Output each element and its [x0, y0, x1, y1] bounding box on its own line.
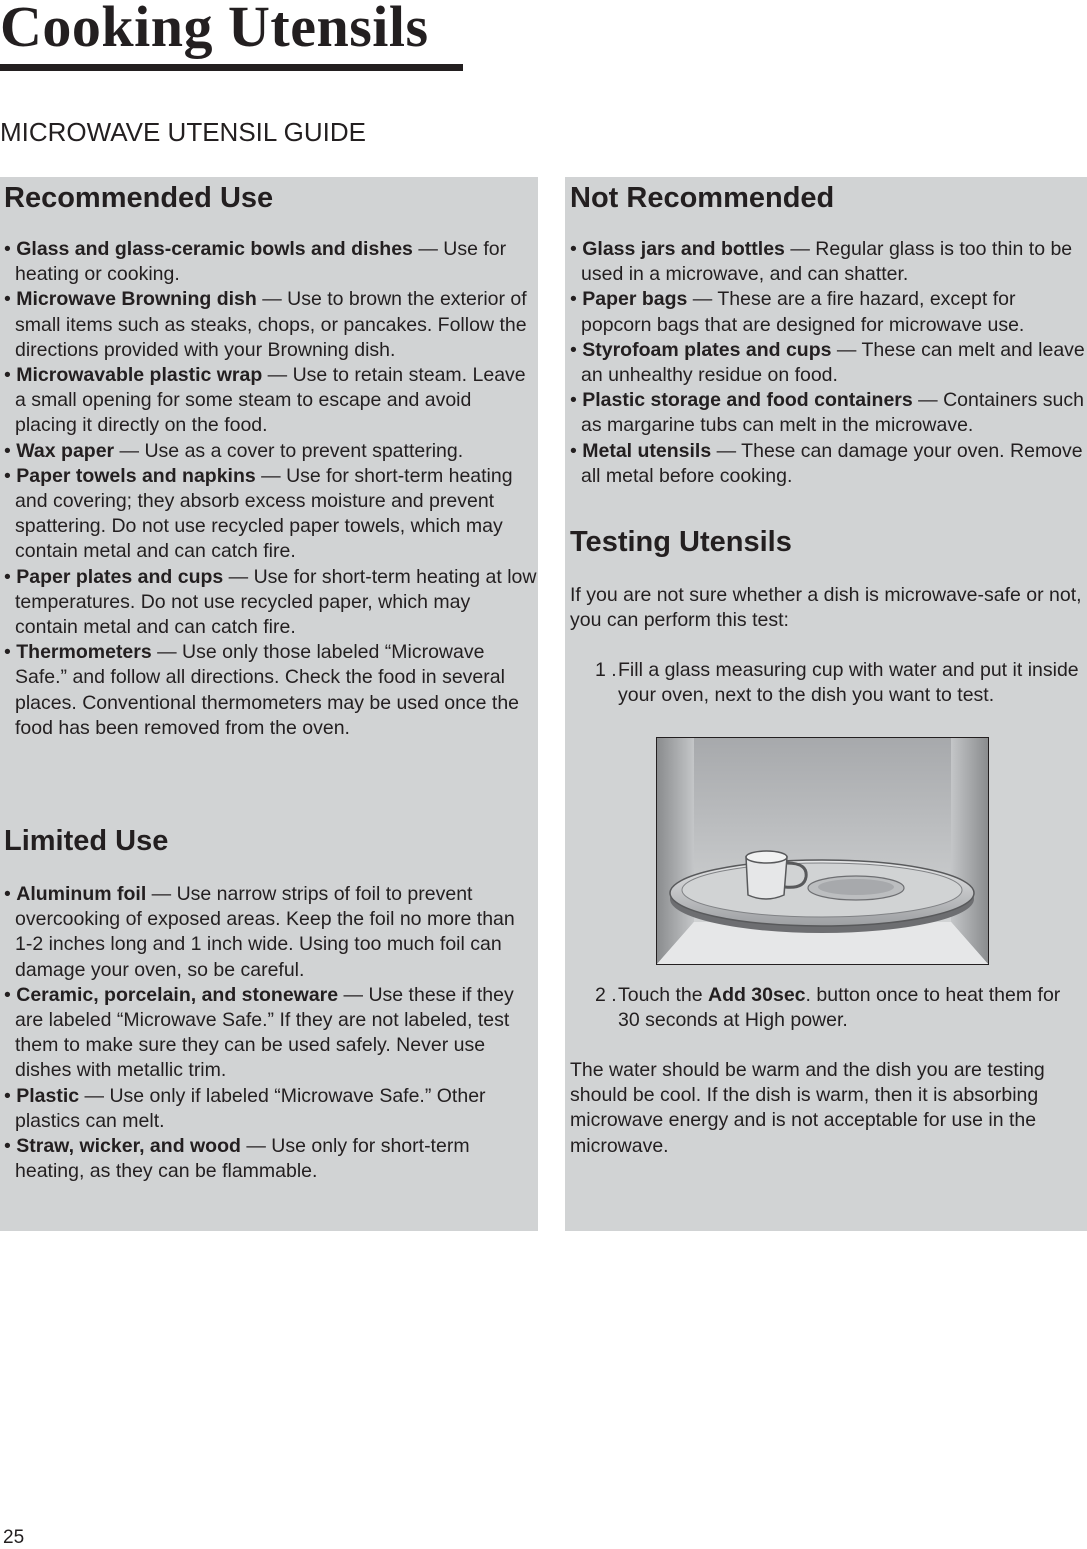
list-item: • Thermometers — Use only those labeled “Microwave Safe.” and follow all directions. Check the food in several places. Conventional thermometers may be used once the food has been removed from the oven. — [4, 641, 520, 739]
list-item: • Aluminum foil — Use narrow strips of foil to prevent overcooking of exposed areas. Keep the foil no more than 1-2 inches long and 1 inch wide. Using too much foil can damage your oven, so be careful. — [4, 883, 515, 981]
list-item: • Glass jars and bottles — Regular glass is too thin to be used in a microwave, and can shatter. — [570, 238, 1073, 286]
list-item: • Ceramic, porcelain, and stoneware — Use these if they are labeled “Microwave Safe.” If they are not labeled, test them to make sure they can be used safely. Never use dishes with metallic trim. — [4, 983, 514, 1082]
step-2: 2 . Touch the Add 30sec. button once to heat them for 30 seconds at High power. — [595, 984, 1061, 1032]
list-item: • Straw, wicker, and wood — Use only for short-term heating, as they can be flammable. — [4, 1135, 470, 1183]
list-item: • Wax paper — Use as a cover to prevent spattering. — [4, 439, 464, 462]
test-dish-well — [818, 879, 894, 895]
step-1: 1 . Fill a glass measuring cup with water and put it inside your oven, next to the dish you want to test. — [595, 659, 1079, 707]
list-item: • Paper bags — These are a fire hazard, except for popcorn bags that are designed for microwave use. — [570, 288, 1025, 336]
testing-heading: Testing Utensils — [570, 526, 792, 558]
testing-conclusion: The water should be warm and the dish you are testing should be cool. If the dish is warm, then it is absorbing microwave energy and is not acceptable for use in the microwave. — [570, 1059, 1045, 1157]
list-item: • Microwavable plastic wrap — Use to retain steam. Leave a small opening for some steam to escape and avoid placing it directly on the food. — [4, 364, 526, 437]
list-item: • Styrofoam plates and cups — These can melt and leave an unhealthy residue on food. — [570, 338, 1085, 387]
measuring-cup-rim — [746, 851, 787, 863]
recommended-list — [4, 237, 538, 741]
recommended-heading: Recommended Use — [4, 182, 274, 214]
list-item: • Paper plates and cups — Use for short-term heating at low temperatures. Do not use recycled paper, which may contain metal and can catch fire. — [4, 565, 537, 639]
page-title: Cooking Utensils — [0, 0, 429, 59]
list-item: • Plastic storage and food containers — Containers such as margarine tubs can melt in the microwave. — [570, 389, 1084, 437]
list-item: • Glass and glass-ceramic bowls and dishes — Use for heating or cooking. — [4, 238, 507, 286]
list-item: • Paper towels and napkins — Use for short-term heating and covering; they absorb excess moisture and prevent spattering. Do not use recycled paper towels, which may contain metal and can catch fire. — [4, 464, 513, 563]
right-panel — [565, 177, 1087, 1231]
title-underline — [0, 64, 463, 71]
limited-heading: Limited Use — [4, 825, 169, 857]
testing-intro: If you are not sure whether a dish is microwave-safe or not, you can perform this test: — [570, 584, 1082, 632]
not-recommended-heading: Not Recommended — [570, 182, 835, 214]
limited-list — [4, 882, 534, 1184]
oven-illustration — [656, 737, 989, 965]
page-number: 25 — [3, 1527, 25, 1548]
list-item: • Microwave Browning dish — Use to brown the exterior of small items such as steaks, chops, or pancakes. Follow the directions provided with your Browning dish. — [4, 288, 527, 361]
left-panel — [0, 177, 538, 1231]
list-item: • Metal utensils — These can damage your oven. Remove all metal before cooking. — [570, 439, 1083, 487]
section-heading: MICROWAVE UTENSIL GUIDE — [0, 117, 366, 147]
list-item: • Plastic — Use only if labeled “Microwave Safe.” Other plastics can melt. — [4, 1084, 486, 1132]
not-recommended-list — [570, 237, 1087, 489]
